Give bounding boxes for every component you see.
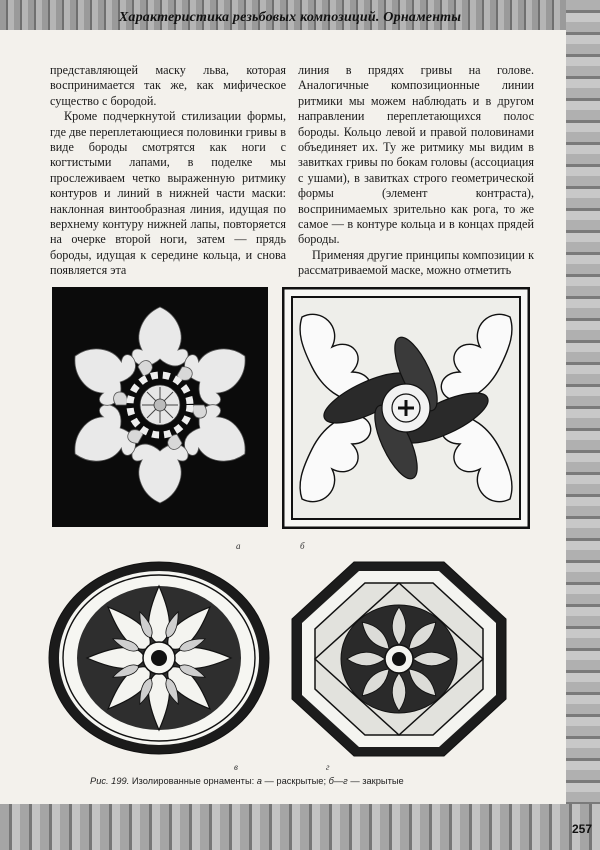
caption-closed: — закрытые (347, 776, 404, 786)
figure-d-label: г (326, 762, 330, 772)
figure-caption (90, 776, 510, 786)
text-column-right (298, 63, 534, 279)
figure-b-closed-square-ornament (282, 287, 530, 529)
caption-open: — раскрытые; (261, 776, 329, 786)
caption-part-a: а (256, 776, 262, 786)
ornamental-right-border (566, 0, 600, 850)
ornamental-bottom-border (0, 804, 600, 850)
square-leaf-panel-image (282, 287, 530, 529)
paragraph: Применяя другие принципы композиции к рассматриваемой маске, можно отметить (298, 247, 534, 278)
caption-prefix: Рис. 199. (90, 776, 130, 786)
round-star-flower-image (46, 560, 272, 756)
octagon-leaf-rosette-image (290, 560, 508, 758)
caption-part-b-g: б—г (328, 776, 348, 786)
figure-c-round-ornament (46, 560, 272, 756)
figure-d-octagon-ornament (290, 560, 508, 758)
rosette-leaves-image (52, 287, 268, 527)
paragraph: Кроме подчеркнутой стилизации формы, где две переплетающиеся половинки гривы в виде бороды смотрятся как ноги с когтистыми лапами, в поделке мы прослеживаем четко выраженную ритмику контуров и линий в нижней части маски: наклонная винтообразная линия, идущая по верхнему контуру нижней лапы, повторяется на очерке второй ноги, затем — прядь бороды, идущая к середине кольца, и снова появляется эта (50, 109, 286, 278)
caption-text: Изолированные орнаменты: (129, 776, 257, 786)
figure-b-label: б (300, 541, 305, 551)
figure-a-open-ornament (52, 287, 268, 527)
figure-a-label: а (236, 541, 241, 551)
figure-c-label: в (234, 762, 238, 772)
text-column-left (50, 63, 286, 279)
paragraph: представляющей маску льва, которая воспринимается так же, как мифическое существо с бородой. (50, 63, 286, 108)
running-header: Характеристика резьбовых композиций. Орнаменты (118, 10, 462, 25)
page-number: 257 (571, 822, 592, 836)
paragraph: линия в прядях гривы на голове. Аналогичные композиционные линии ритмики мы можем наблюдать и в другом направлении переплетающихся полос бороды. Кольцо левой и правой половинами объединяет их. Ту же ритмику мы видим в завитках гривы по бокам головы (ассоциация с ушами), в завитках строго геометрической формы (элемент контраста), воспринимаемых зрительно как рога, то же самое — в контуре кольца и в концах прядей бороды. (298, 63, 534, 247)
